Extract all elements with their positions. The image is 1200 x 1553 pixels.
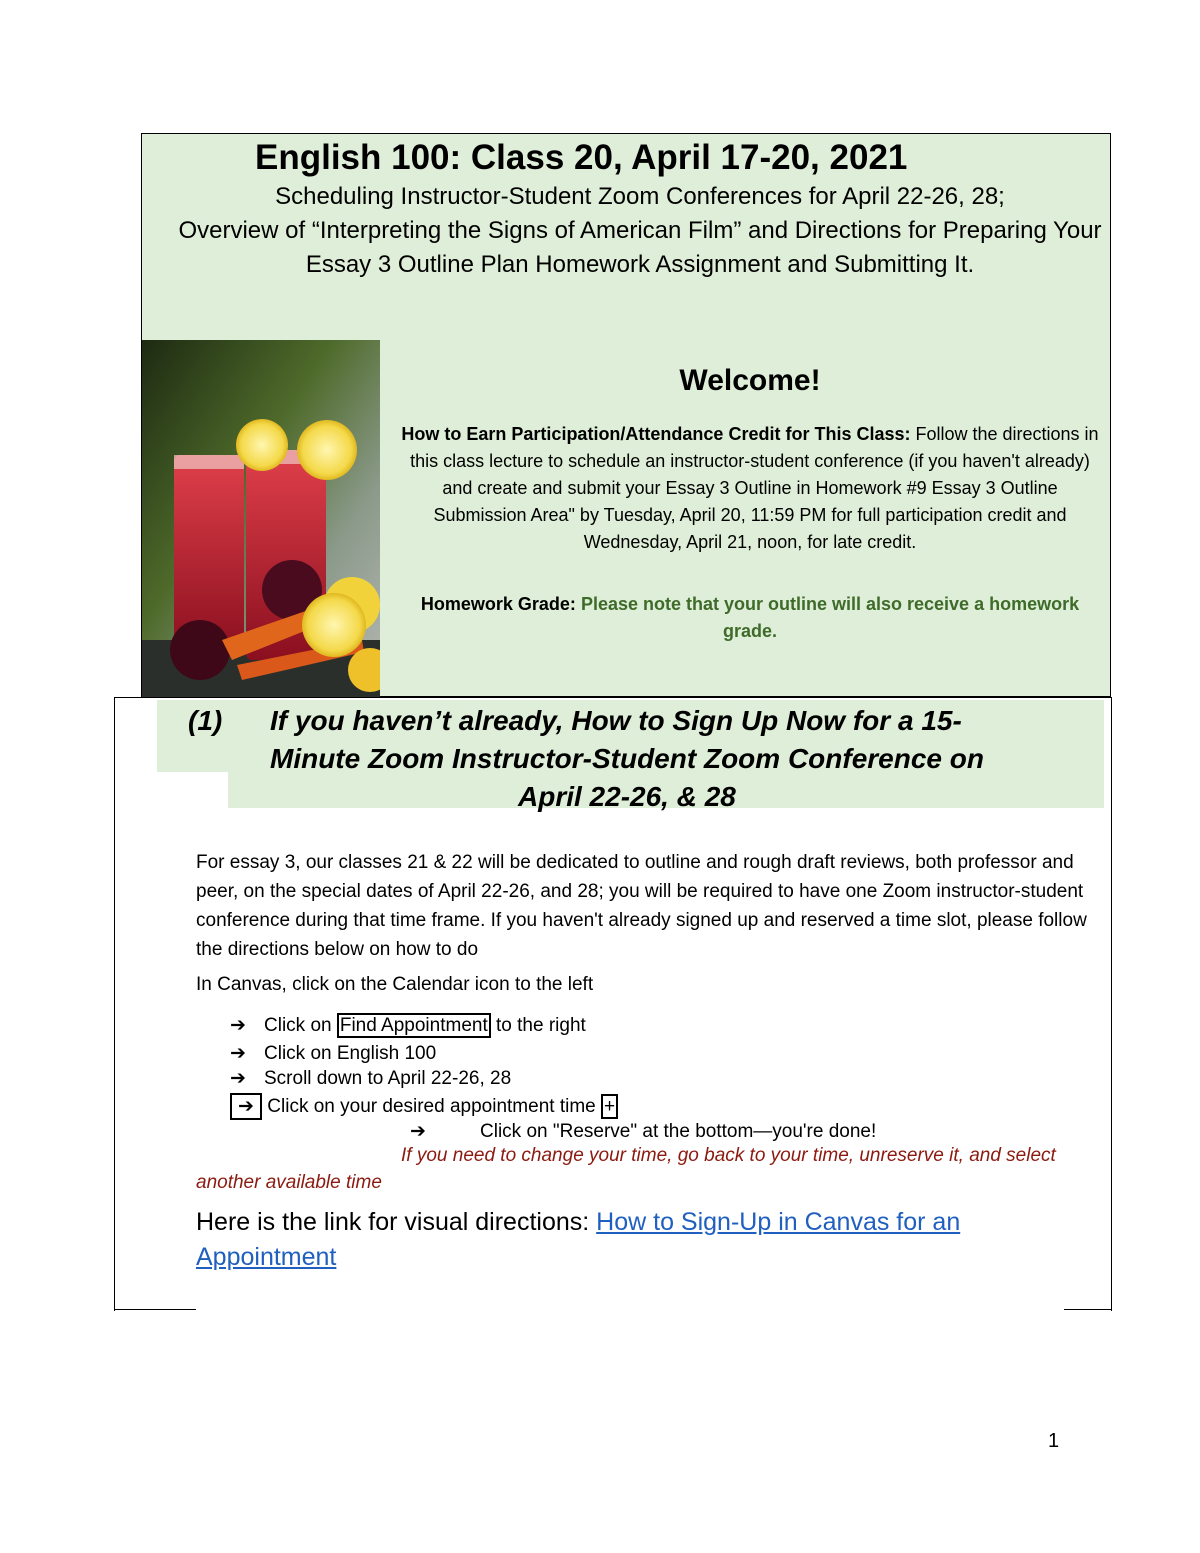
plus-icon[interactable]: + [601,1094,618,1119]
step-text: Click on "Reserve" at the bottom—you're done! [480,1121,877,1142]
essay-paragraph: For essay 3, our classes 21 & 22 will be dedicated to outline and rough draft reviews, both professor and peer, on the special dates of April 22-26, and 28; you will be required to have one Zoom instructor-student conference during that time frame. If you haven't already signed up and reserved a time slot, please follow the directions below on how to do [196,852,1087,960]
welcome-heading: Welcome! [679,364,821,397]
step-reserve [410,1120,876,1143]
step-text: Scroll down to April 22-26, 28 [264,1068,512,1089]
arrow-icon: ➔ [410,1121,426,1142]
section-number: (1) [188,705,223,736]
step-appointment-time [230,1093,618,1120]
credit-label: How to Earn Participation/Attendance Credit for This Class: [401,424,911,444]
page-title: English 100: Class 20, April 17-20, 2021 [255,138,908,177]
step-text: Click on English 100 [264,1043,437,1064]
change-time-note: If you need to change your time, go back to your time, unreserve it, and select another available time [196,1145,1056,1193]
subtitle-line1: Scheduling Instructor-Student Zoom Conferences for April 22-26, 28; [275,183,1005,210]
visual-directions-line [196,1205,1076,1275]
subtitle-rest: Overview of “Interpreting the Signs of American Film” and Directions for Preparing Your Essay 3 Outline Plan Homework Assignment and Submitting It. [178,217,1102,278]
arrow-icon: ➔ [230,1043,246,1064]
step-text: Click on [264,1015,337,1036]
page-subtitle [170,180,1110,282]
homework-grade-text [400,591,1100,645]
participation-credit-text [400,421,1100,556]
step-find-appointment [230,1014,586,1037]
link-intro: Here is the link for visual directions: [196,1208,597,1236]
credit-body: Follow the directions in this class lecture to schedule an instructor-student conference (if you haven't already) and create and submit your Essay 3 Outline in Homework #9 Essay 3 Outline Submission Area" by Tuesday, April 20, 11:59 PM for full participation credit and Wednesday, April 21, noon, for late credit. [410,424,1099,552]
hw-body: Please note that your outline will also receive a homework grade. [575,594,1080,641]
step-text: Click on your desired appointment time [267,1096,601,1117]
step-scroll [230,1067,511,1090]
juice-photo [142,340,380,697]
heading-line: April 22-26, & 28 [518,781,736,812]
canvas-signup-link[interactable]: How to Sign-Up in Canvas for an Appointment [196,1208,961,1271]
hw-label: Homework Grade: [420,594,576,614]
step-text: to the right [490,1015,586,1036]
divider [1064,1309,1112,1310]
arrow-icon: ➔ [230,1068,246,1089]
arrow-icon: ➔ [230,1093,262,1120]
page-number: 1 [1048,1430,1060,1452]
canvas-instruction: In Canvas, click on the Calendar icon to the left [196,974,594,995]
divider [114,1309,196,1310]
heading-line: If you haven’t already, How to Sign Up Now for a 15- [270,705,962,736]
find-appointment-button[interactable]: Find Appointment [337,1013,491,1038]
arrow-icon: ➔ [230,1015,246,1036]
step-english-100 [230,1042,436,1065]
heading-line: Minute Zoom Instructor-Student Zoom Conference on [270,743,984,774]
section-1-heading [188,702,1088,816]
